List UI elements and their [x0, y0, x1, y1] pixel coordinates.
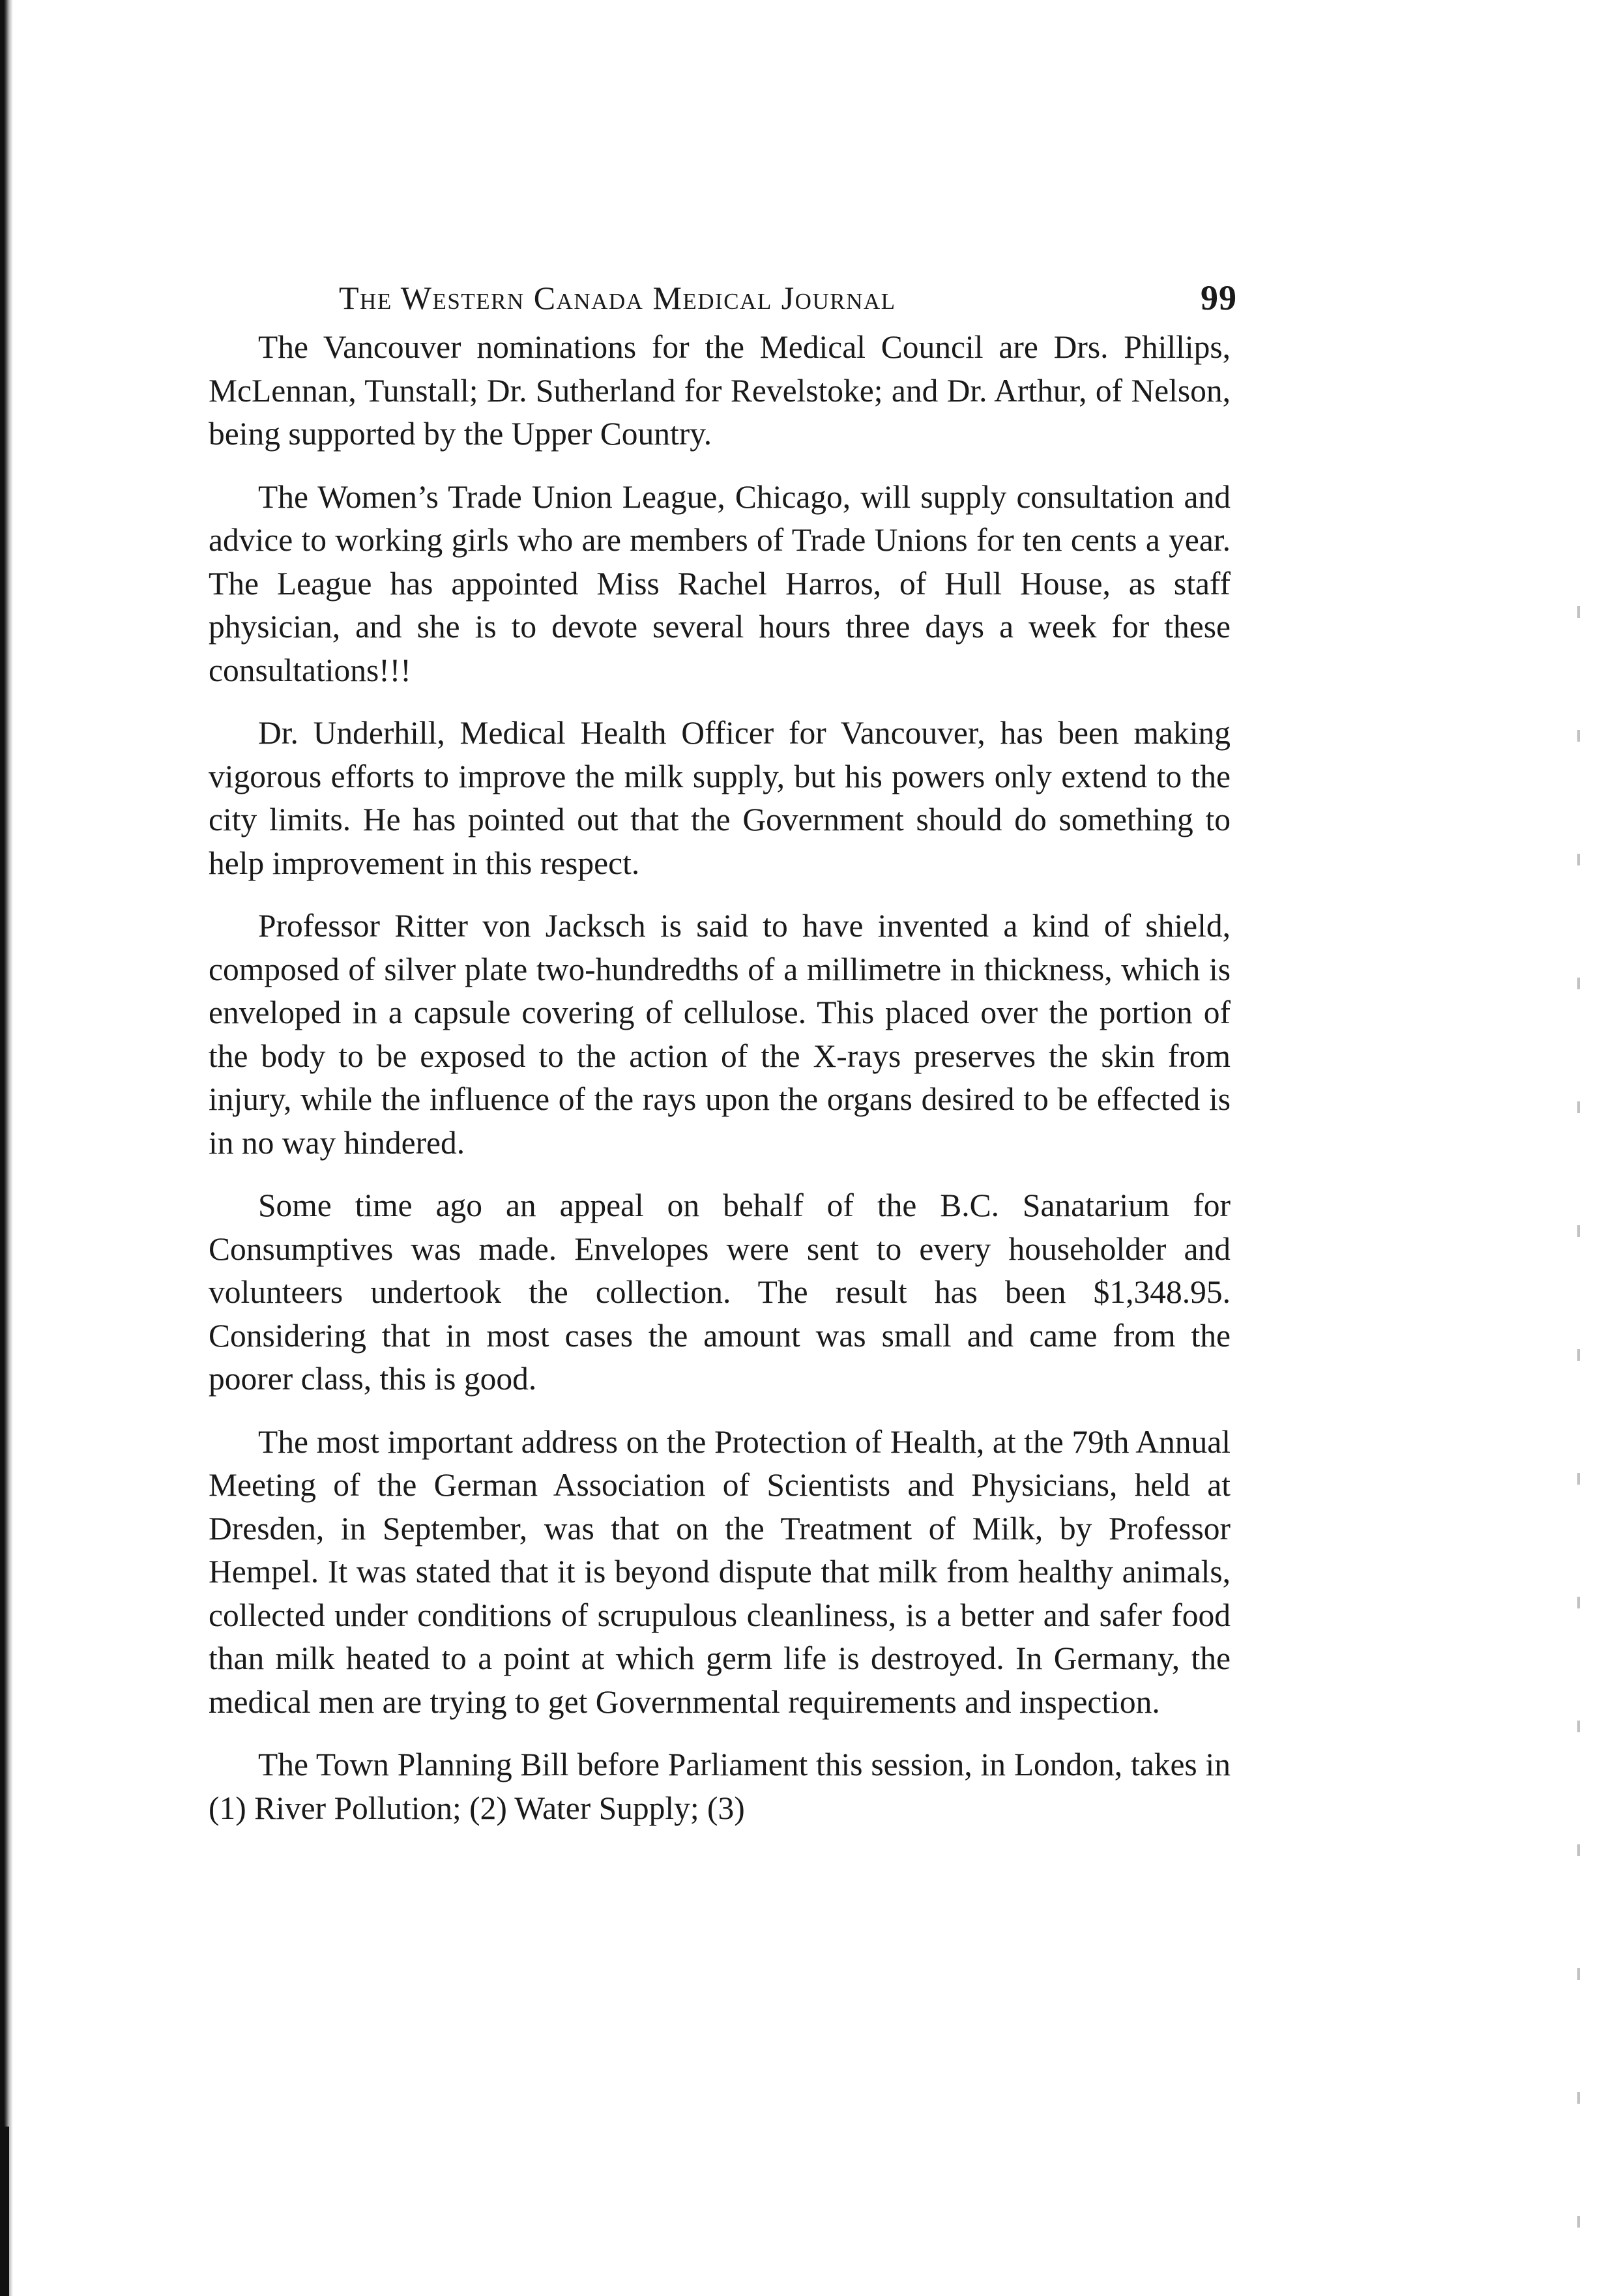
page-header	[209, 272, 1237, 331]
paragraph-treatment-of-milk: The most important address on the Protection of Health, at the 79th Annual Meeting of the German Association of Scientists and Physicians, held at Dresden, in September, was that on the Treatment of Milk, by Professor Hempel. It was stated that it is beyond dispute that milk from healthy animals, collected under conditions of scrupulous cleanliness, is a better and safer food than milk heated to a point at which germ life is destroyed. In Germany, the medical men are trying to get Governmental requirements and inspection.	[209, 1423, 1231, 1720]
running-title: The Western Canada Medical Journal	[339, 280, 896, 316]
paragraph-sanatarium-appeal: Some time ago an appeal on behalf of the B.C. Sanatarium for Consumptives was made. Envelopes were sent to every householder and volunteers undertook the collection. The result has been $1,348.95. Considering that in most cases the amount was small and came from the poorer class, this is good.	[209, 1187, 1231, 1397]
article-body	[209, 326, 1231, 1850]
page-number: 99	[1201, 278, 1237, 317]
scan-binding-edge-bottom	[0, 2127, 9, 2296]
paragraph-medical-council: The Vancouver nominations for the Medical Council are Drs. Phillips, McLennan, Tunstall; Dr. Sutherland for Revelstoke; and Dr. Arthur, of Nelson, being supported by the Upper Country.	[209, 329, 1231, 452]
paragraph-trade-union-league: The Women’s Trade Union League, Chicago, will supply consultation and advice to working girls who are members of Trade Unions for ten cents a year. The League has appointed Miss Rachel Harros, of Hull House, as staff physician, and she is to devote several hours three days a week for these consultations!!!	[209, 478, 1231, 688]
paragraph-milk-supply: Dr. Underhill, Medical Health Officer for Vancouver, has been making vigorous efforts to improve the milk supply, but his powers only extend to the city limits. He has pointed out that the Government should do something to help improvement in this respect.	[209, 715, 1231, 881]
paragraph-xray-shield: Professor Ritter von Jacksch is said to have invented a kind of shield, composed of silver plate two-hundredths of a millimetre in thickness, which is enveloped in a capsule covering of cellulose. This placed over the portion of the body to be exposed to the action of the X-rays preserves the skin from injury, while the influence of the rays upon the organs desired to be effected is in no way hindered.	[209, 908, 1231, 1161]
scan-binding-edge	[0, 0, 13, 2296]
paragraph-town-planning-bill: The Town Planning Bill before Parliament this session, in London, takes in (1) River Pollution; (2) Water Supply; (3)	[209, 1747, 1231, 1826]
scan-margin-marks	[1577, 534, 1580, 2281]
